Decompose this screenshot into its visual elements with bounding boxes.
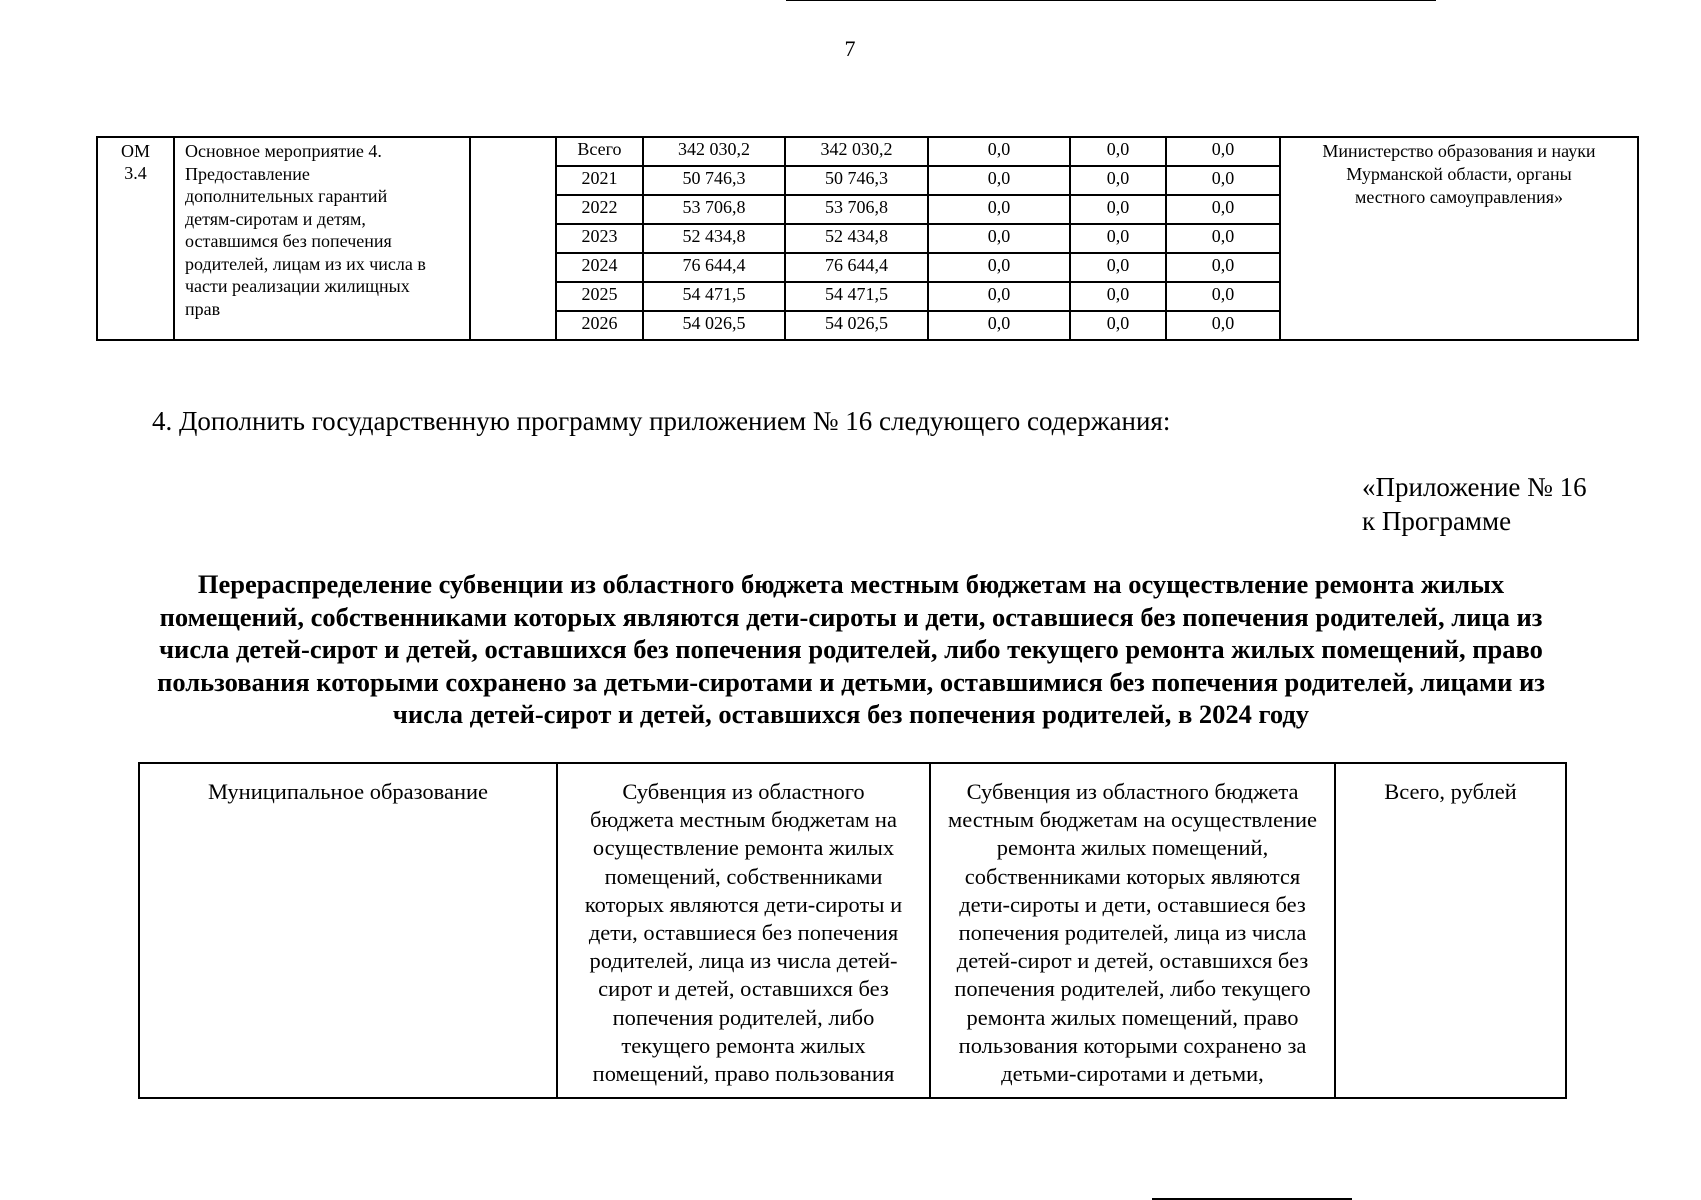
paragraph-4: 4. Дополнить государственную программу приложением № 16 следующего содержания:	[152, 406, 1171, 436]
value-cell: 52 434,8	[785, 224, 928, 253]
value-cell: 53 706,8	[785, 195, 928, 224]
period-cell: 2023	[556, 224, 643, 253]
period-cell: 2024	[556, 253, 643, 282]
value-cell: 0,0	[1166, 311, 1280, 340]
column-header-total: Всего, рублей	[1335, 763, 1566, 1098]
subvention-table	[138, 762, 1567, 1099]
value-cell: 50 746,3	[785, 166, 928, 195]
value-cell: 76 644,4	[643, 253, 785, 282]
value-cell: 0,0	[928, 166, 1070, 195]
value-cell: 54 026,5	[643, 311, 785, 340]
value-cell: 0,0	[928, 282, 1070, 311]
value-cell: 342 030,2	[643, 137, 785, 166]
value-cell: 0,0	[1070, 166, 1166, 195]
top-edge-rule	[786, 0, 1436, 1]
funding-table	[96, 136, 1639, 341]
empty-cell	[470, 137, 556, 340]
value-cell: 0,0	[928, 311, 1070, 340]
executor-cell: Министерство образования и науки Мурманской области, органы местного самоуправления»	[1280, 137, 1638, 340]
column-header-municipality: Муниципальное образование	[139, 763, 557, 1098]
column-header-subvention-2: Субвенция из областного бюджета местным бюджетам на осуществление ремонта жилых помещений, собственниками которых являются дети-сироты и дети, оставшиеся без попечения родителей, лица из числа детей-сирот и детей, оставшихся без попечения родителей, либо текущего ремонта жилых помещений, право пользования которыми сохранено за детьми-сиротами и детьми,	[930, 763, 1335, 1098]
value-cell: 0,0	[1070, 224, 1166, 253]
value-cell: 0,0	[1166, 224, 1280, 253]
value-cell: 0,0	[928, 253, 1070, 282]
value-cell: 76 644,4	[785, 253, 928, 282]
value-cell: 54 471,5	[643, 282, 785, 311]
value-cell: 0,0	[1166, 282, 1280, 311]
table-header-row	[139, 763, 1566, 1098]
table-row	[97, 137, 1638, 166]
value-cell: 52 434,8	[643, 224, 785, 253]
measure-code: ОМ 3.4	[97, 137, 174, 340]
measure-description: Основное мероприятие 4. Предоставление дополнительных гарантий детям-сиротам и детям, оставшимся без попечения родителей, лицам из их числа в части реализации жилищных прав	[174, 137, 470, 340]
value-cell: 53 706,8	[643, 195, 785, 224]
value-cell: 0,0	[1166, 166, 1280, 195]
value-cell: 0,0	[1166, 137, 1280, 166]
value-cell: 342 030,2	[785, 137, 928, 166]
period-cell: 2026	[556, 311, 643, 340]
value-cell: 0,0	[1166, 253, 1280, 282]
value-cell: 0,0	[1166, 195, 1280, 224]
value-cell: 50 746,3	[643, 166, 785, 195]
period-cell: 2022	[556, 195, 643, 224]
period-cell: 2021	[556, 166, 643, 195]
value-cell: 0,0	[1070, 282, 1166, 311]
value-cell: 54 026,5	[785, 311, 928, 340]
appendix-label: «Приложение № 16 к Программе	[1362, 472, 1587, 536]
value-cell: 54 471,5	[785, 282, 928, 311]
period-cell: 2025	[556, 282, 643, 311]
value-cell: 0,0	[1070, 311, 1166, 340]
value-cell: 0,0	[928, 224, 1070, 253]
value-cell: 0,0	[1070, 195, 1166, 224]
value-cell: 0,0	[1070, 137, 1166, 166]
value-cell: 0,0	[928, 195, 1070, 224]
period-cell: Всего	[556, 137, 643, 166]
page-number: 7	[844, 36, 856, 61]
document-title: Перераспределение субвенции из областного бюджета местным бюджетам на осуществление ремонта жилых помещений, собственниками которых являются дети-сироты и дети, оставшиеся без попечения родителей, лица из числа детей-сирот и детей, оставшихся без попечения родителей, либо текущего ремонта жилых помещений, право пользования которыми сохранено за детьми-сиротами и детьми, оставшимися без попечения родителей, лицами из числа детей-сирот и детей, оставшихся без попечения родителей, в 2024 году	[157, 569, 1545, 729]
value-cell: 0,0	[928, 137, 1070, 166]
column-header-subvention-1: Субвенция из областного бюджета местным бюджетам на осуществление ремонта жилых помещений, собственниками которых являются дети-сироты и дети, оставшиеся без попечения родителей, лица из числа детей- сирот и детей, оставшихся без попечения родителей, либо текущего ремонта жилых помещений, право пользования	[557, 763, 930, 1098]
value-cell: 0,0	[1070, 253, 1166, 282]
